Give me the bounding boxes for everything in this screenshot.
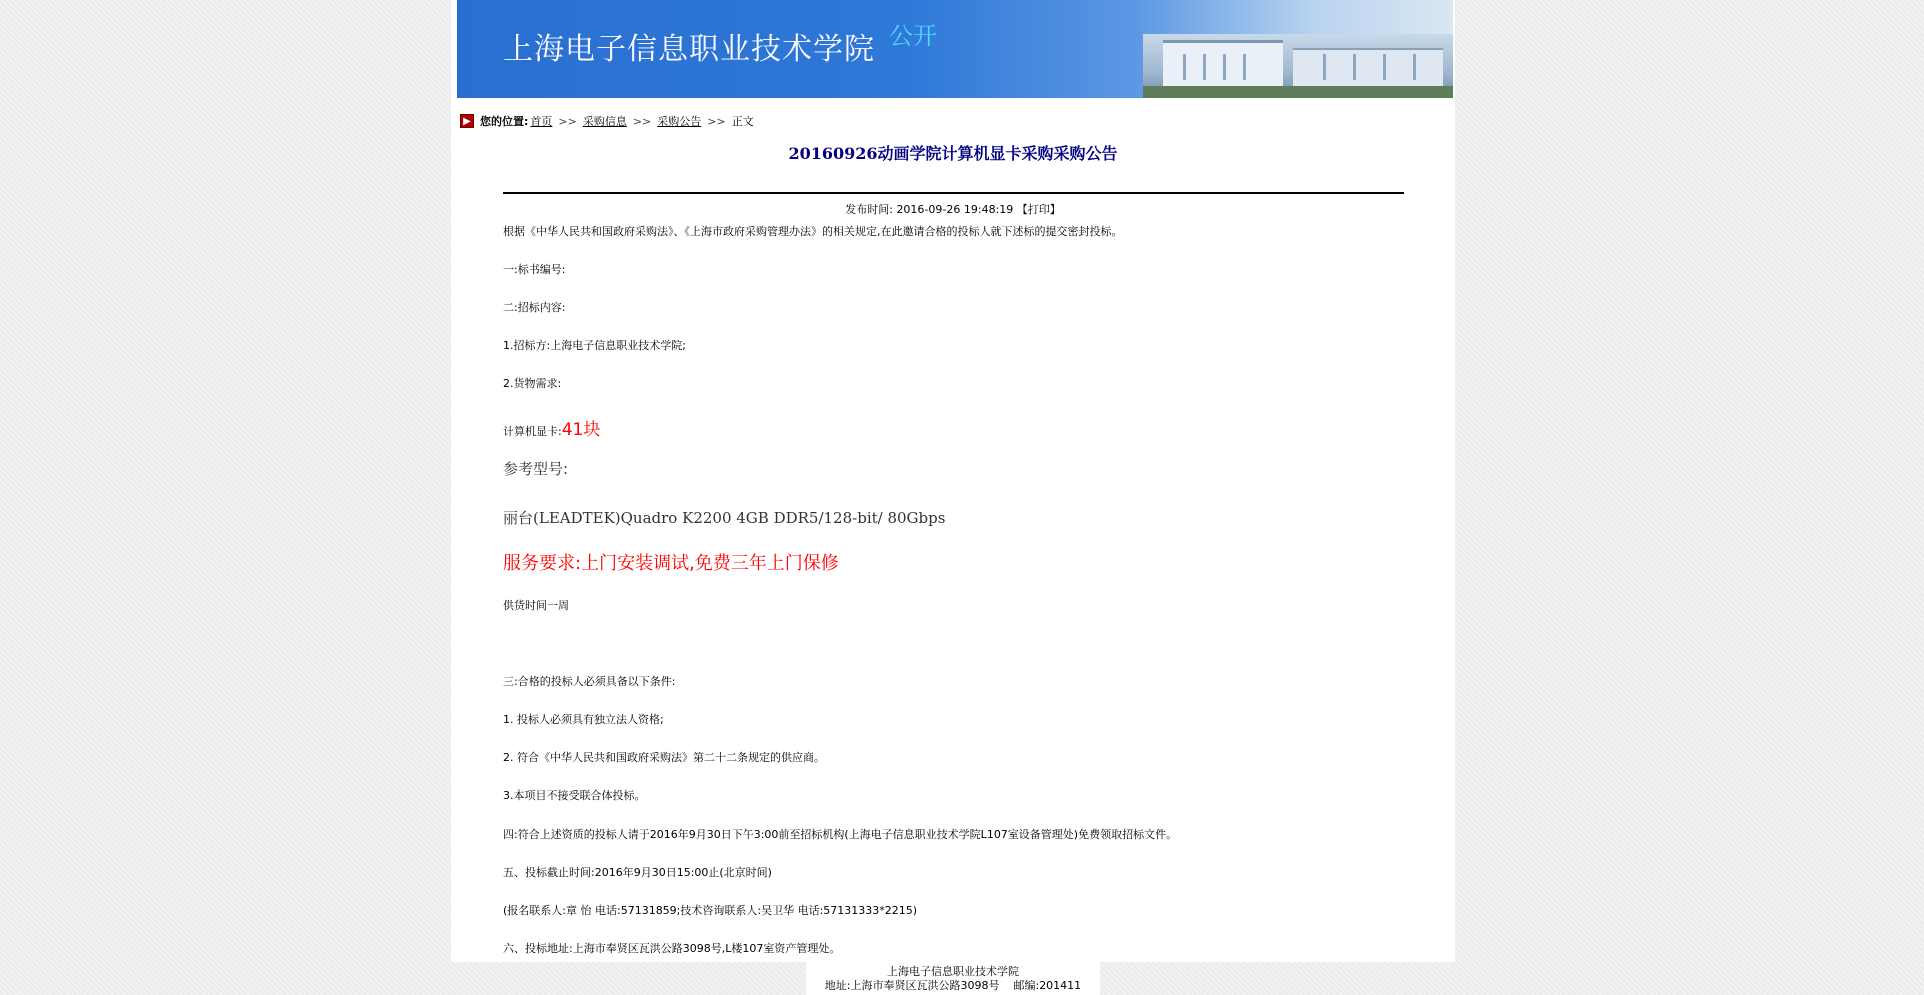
paragraph-reference-model-label: 参考型号:	[503, 460, 569, 478]
publish-label: 发布时间:	[845, 203, 893, 216]
breadcrumb	[460, 112, 754, 130]
breadcrumb-current: 正文	[731, 115, 754, 128]
paragraph-bid-number: 一:标书编号:	[503, 263, 566, 276]
article-title: 20160926动画学院计算机显卡采购采购公告	[788, 144, 1118, 163]
breadcrumb-link-procurement-notice[interactable]: 采购公告	[657, 115, 702, 128]
breadcrumb-separator: >>	[558, 114, 577, 128]
header-banner	[457, 0, 1453, 98]
footer-address: 地址:上海市奉贤区瓦洪公路3098号 邮编:201411	[824, 979, 1082, 992]
paragraph-bid-content: 二:招标内容:	[503, 301, 566, 314]
paragraph-qualification-2: 2. 符合《中华人民共和国政府采购法》第二十二条规定的供应商。	[503, 751, 825, 764]
breadcrumb-link-home[interactable]: 首页	[530, 115, 553, 128]
paragraph-contacts: (报名联系人:章 怡 电话:57131859;技术咨询联系人:吴卫华 电话:57131333*2215)	[503, 904, 918, 917]
paragraph-graphics-card	[503, 415, 600, 440]
breadcrumb-separator: >>	[632, 114, 652, 128]
page-container	[451, 0, 1455, 962]
paragraph-qualifications: 三:合格的投标人必须具备以下条件:	[503, 675, 676, 688]
paragraph-service-requirement: 服务要求:上门安装调试,免费三年上门保修	[503, 553, 839, 574]
paragraph-bid-address: 六、投标地址:上海市奉贤区瓦洪公路3098号,L楼107室资产管理处。	[503, 942, 841, 955]
breadcrumb-separator: >>	[707, 114, 726, 128]
breadcrumb-label: 您的位置:	[480, 115, 529, 128]
article-meta	[451, 201, 1455, 217]
paragraph-reference-model: 丽台(LEADTEK)Quadro K2200 4GB DDR5/128-bit/ 80Gbps	[503, 509, 946, 527]
paragraph-intro: 根据《中华人民共和国政府采购法》、《上海市政府采购管理办法》的相关规定,在此邀请合格的投标人就下述标的提交密封投标。	[503, 225, 1123, 238]
footer-org-name: 上海电子信息职业技术学院	[887, 965, 1019, 978]
paragraph-qualification-3: 3.本项目不接受联合体投标。	[503, 789, 646, 802]
paragraph-goods-demand: 2.货物需求:	[503, 377, 562, 390]
open-label: 公开	[889, 22, 937, 50]
location-arrow-icon: ▶	[460, 114, 474, 128]
title-divider	[503, 192, 1404, 194]
footer	[806, 962, 1100, 995]
paragraph-qualification-1: 1. 投标人必须具有独立法人资格;	[503, 713, 664, 726]
graphics-card-label: 计算机显卡:	[503, 425, 562, 438]
campus-building-image	[1143, 34, 1453, 98]
paragraph-deadline: 五、投标截止时间:2016年9月30日15:00止(北京时间)	[503, 866, 772, 879]
publish-time: 2016-09-26 19:48:19	[896, 203, 1014, 216]
breadcrumb-link-procurement-info[interactable]: 采购信息	[582, 115, 627, 128]
site-title: 上海电子信息职业技术学院	[503, 32, 875, 67]
graphics-card-quantity: 41块	[561, 420, 601, 440]
paragraph-tenderer: 1.招标方:上海电子信息职业技术学院;	[503, 339, 686, 352]
paragraph-obtain-documents: 四:符合上述资质的投标人请于2016年9月30日下午3:00前至招标机构(上海电子信息职业技术学院L107室设备管理处)免费领取招标文件。	[503, 828, 1178, 841]
paragraph-delivery-time: 供货时间一周	[503, 599, 569, 612]
print-link[interactable]: 【打印】	[1016, 203, 1061, 216]
